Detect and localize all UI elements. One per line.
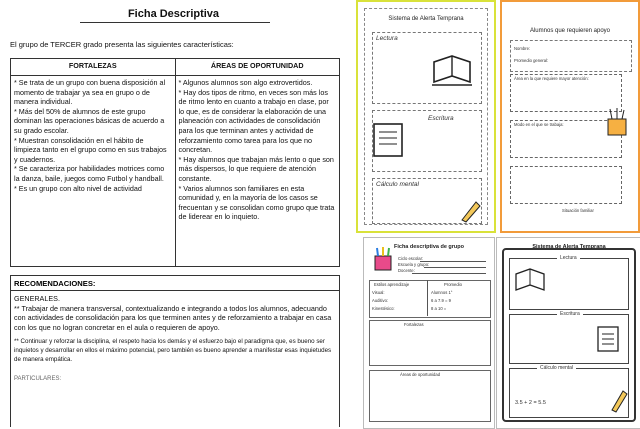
header-oportunidad: ÁREAS DE OPORTUNIDAD <box>175 59 340 76</box>
left-item: Visual: <box>372 290 385 295</box>
box-label: Áreas de oportunidad <box>400 372 441 377</box>
strengths-opportunities-table <box>10 58 340 267</box>
book-icon <box>513 268 547 294</box>
oportunidad-box <box>369 370 491 422</box>
box-label: Fortalezas <box>404 322 424 327</box>
panel-title: Sistema de Alerta Temprana <box>532 244 606 250</box>
fortalezas-box <box>369 320 491 366</box>
calculo-label: Cálculo mental <box>376 181 419 188</box>
oportunidad-item: * Algunos alumnos son algo extrovertidos. <box>178 78 313 87</box>
alumnos-apoyo-template <box>500 0 640 233</box>
notebook-icon <box>593 324 623 354</box>
right-item: 6 a 7.9 = 9 <box>431 298 451 303</box>
field-promedio: Promedio general: <box>514 58 549 63</box>
recommendation-paragraph: ** Continuar y reforzar la disciplina, el respeto hacia los demás y el esfuerzo bajo el paradigma que, es bueno ser inquietos y desarrollar en ellos el máximo potencial, pero también es bueno aprender a manifestar esas inquietudes de manera empática. <box>14 338 332 363</box>
ficha-descriptiva-grupo-template <box>363 237 495 429</box>
pencil-icon <box>458 198 482 224</box>
recommendation-paragraph: ** Trabajar de manera transversal, contextualizando e integrando a todos los alumnos, adecuando con actividades de consolidación para los que terminen antes y de reforzamiento a trabajar en casa con los que no logran concretar en el aula o requieren de apoyo. <box>14 303 332 332</box>
fortaleza-item: * Más del 50% de alumnos de este grupo dominan las operaciones básicas de acuerdo a su grado escolar. <box>14 106 165 135</box>
col-header: Estilos aprendizaje <box>374 282 410 287</box>
notebook-icon <box>368 120 408 160</box>
pencil-icon <box>609 388 629 414</box>
left-item: Kinestésico: <box>372 306 395 311</box>
document-title: Ficha Descriptiva <box>127 8 220 20</box>
header-fortalezas: FORTALEZAS <box>11 59 176 76</box>
field-nombre: Nombre: <box>514 46 531 51</box>
alerta-temprana-template-black <box>496 237 640 429</box>
field-escuela: Escuela y grupo: <box>398 262 430 267</box>
right-item: Alumnos 1° <box>431 290 453 295</box>
field-line <box>412 273 486 274</box>
student-fields-box <box>510 40 632 72</box>
document-intro: El grupo de TERCER grado presenta las siguientes características: <box>10 40 234 49</box>
col-header: Promedio <box>444 282 462 287</box>
escritura-label: Escritura <box>428 115 454 122</box>
fortalezas-cell <box>11 76 176 267</box>
escritura-label: Escritura <box>557 311 583 317</box>
info-arrow-box <box>510 166 622 204</box>
fortaleza-item: * Es un grupo con alto nivel de actividad <box>14 183 142 193</box>
field-ciclo: Ciclo escolar: <box>398 256 424 261</box>
field-line <box>420 261 486 262</box>
stats-divider <box>427 280 428 316</box>
oportunidad-item: * Hay dos tipos de ritmo, en veces son más los de ritmo lento en cuanto a trabajo en clase, por lo que, es de considerar la elaboración de una planeación con actividades de consolidación para los que terminan antes y actividad de reforzamiento como tarea para los que no concretan. <box>178 87 329 155</box>
lectura-label: Lectura <box>557 255 580 261</box>
oportunidad-cell <box>175 76 340 267</box>
particulares-heading: PARTICULARES: <box>14 375 62 382</box>
panel-title: Ficha descriptiva de grupo <box>394 244 464 250</box>
fortaleza-item: * Muestran consolidación en el hábito de limpieza tanto en el grupo como en sus trabajos y cuadernos. <box>14 135 167 164</box>
recommendations-section <box>10 275 340 427</box>
field-docente: Docente: <box>398 268 415 273</box>
oportunidad-item: * Varios alumnos son familiares en esta comunidad y, en la mayoría de los casos se frecuentan y se consolidan como grupo que trata de liderear en lo inquieto. <box>178 183 335 222</box>
panel-title: Sistema de Alerta Temprana <box>388 16 464 22</box>
right-item: 8 a 10 = <box>431 306 447 311</box>
lectura-label: Lectura <box>376 35 398 42</box>
book-icon <box>430 54 474 88</box>
alerta-temprana-template-yellow <box>356 0 496 233</box>
left-item: Auditivo: <box>372 298 389 303</box>
recommendations-heading: RECOMENDACIONES: <box>11 276 339 291</box>
recommendations-subheading: GENERALES. <box>14 294 60 303</box>
footer-label: Situación familiar <box>562 208 594 213</box>
fortaleza-item: * Se caracteriza por habilidades motrices como la danza, baile, juegos como Futbol y handball. <box>14 164 165 183</box>
title-underline <box>80 22 270 23</box>
math-example: 3.5 + 2 = 5.5 <box>515 400 546 406</box>
pencil-cup-icon <box>604 107 630 137</box>
arrow-label: Modo en el que se trabaja: <box>514 122 564 127</box>
oportunidad-item: * Hay alumnos que trabajan más lento o que son más dispersos, lo que requiere de atención constante. <box>178 154 334 183</box>
arrow-label: Área en la que requiere mayor atención: <box>514 76 589 81</box>
field-line <box>424 267 486 268</box>
calculo-label: Cálculo mental <box>537 365 576 371</box>
panel-title: Alumnos que requieren apoyo <box>529 28 611 34</box>
fortaleza-item: * Se trata de un grupo con buena disposición al momento de trabajar ya sea en grupo o de manera individual. <box>14 78 166 107</box>
